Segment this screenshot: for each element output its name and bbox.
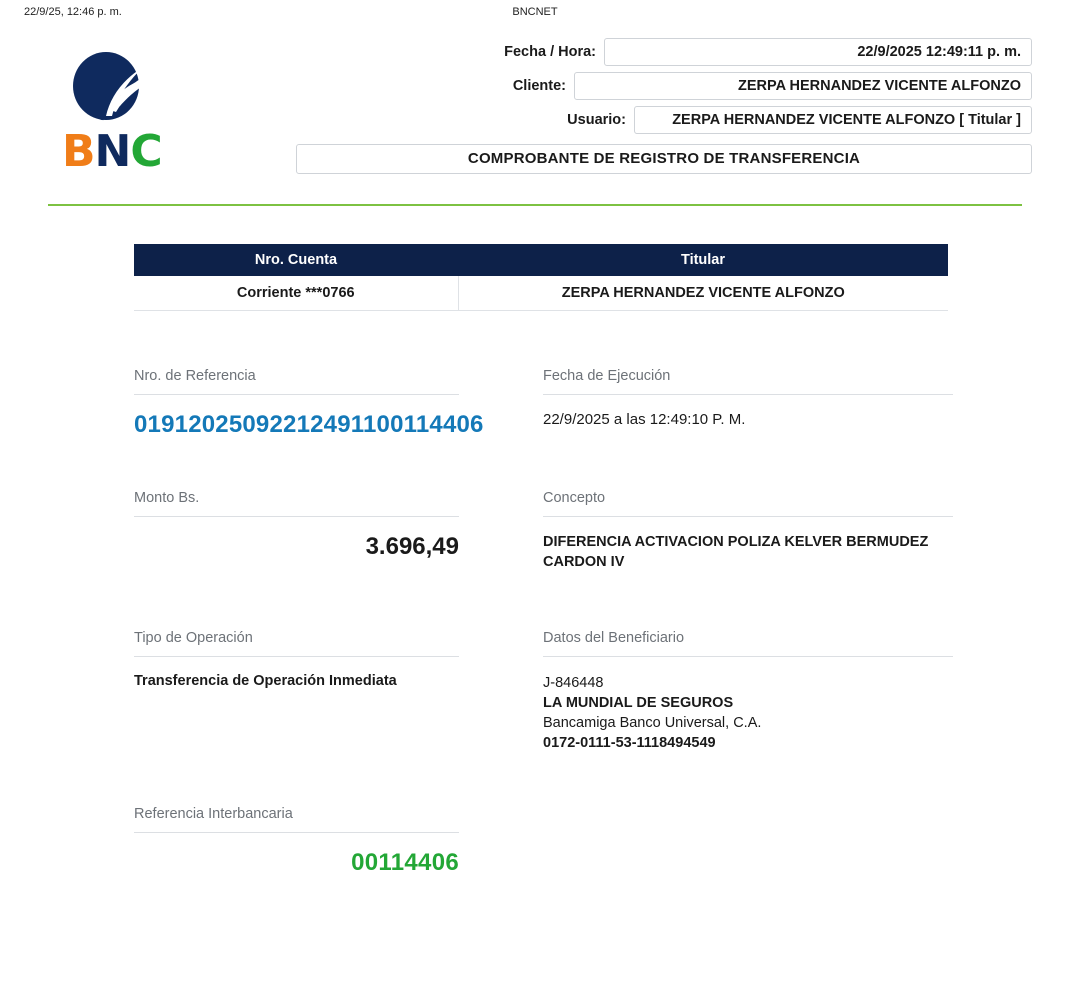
detail-execution-date bbox=[543, 368, 953, 428]
label-operation-type: Tipo de Operación bbox=[134, 630, 459, 657]
field-label-cliente: Cliente: bbox=[512, 78, 566, 94]
detail-reference bbox=[134, 368, 484, 439]
print-header-date: 22/9/25, 12:46 p. m. bbox=[24, 6, 122, 18]
field-label-usuario: Usuario: bbox=[567, 112, 626, 128]
green-divider bbox=[48, 204, 1022, 206]
field-row-fecha bbox=[296, 38, 1032, 66]
value-amount: 3.696,49 bbox=[365, 533, 459, 560]
value-reference: 01912025092212491100114406 bbox=[134, 411, 484, 438]
bnc-logo bbox=[62, 50, 192, 175]
label-reference: Nro. de Referencia bbox=[134, 368, 459, 395]
field-row-cliente bbox=[296, 72, 1032, 100]
detail-row-3 bbox=[134, 630, 964, 806]
field-value-fecha: 22/9/2025 12:49:11 p. m. bbox=[604, 38, 1032, 66]
logo-letter-n: N bbox=[94, 126, 131, 177]
beneficiary-bank: Bancamiga Banco Universal, C.A. bbox=[543, 715, 762, 731]
logo-letter-b: B bbox=[62, 126, 95, 177]
table-row bbox=[134, 276, 948, 311]
cell-account-holder: ZERPA HERNANDEZ VICENTE ALFONZO bbox=[458, 276, 948, 311]
value-operation-type: Transferencia de Operación Inmediata bbox=[134, 673, 397, 689]
cell-account-number: Corriente ***0766 bbox=[134, 276, 458, 311]
detail-row-4 bbox=[134, 806, 964, 916]
beneficiary-rif: J-846448 bbox=[543, 675, 604, 691]
bnc-palm-logo-icon bbox=[66, 50, 184, 128]
field-row-usuario bbox=[296, 106, 1032, 134]
beneficiary-name: LA MUNDIAL DE SEGUROS bbox=[543, 695, 734, 711]
document-header bbox=[0, 32, 1070, 202]
beneficiary-account: 0172-0111-53-1118494549 bbox=[543, 735, 716, 751]
table-header-row bbox=[134, 244, 948, 276]
field-value-cliente: ZERPA HERNANDEZ VICENTE ALFONZO bbox=[574, 72, 1032, 100]
field-value-usuario: ZERPA HERNANDEZ VICENTE ALFONZO [ Titular ] bbox=[634, 106, 1032, 134]
detail-operation-type bbox=[134, 630, 459, 689]
detail-concept bbox=[543, 490, 953, 572]
column-header-holder: Titular bbox=[458, 244, 948, 276]
value-beneficiary bbox=[543, 657, 953, 753]
detail-amount bbox=[134, 490, 459, 561]
print-header bbox=[0, 6, 1070, 22]
value-concept: DIFERENCIA ACTIVACION POLIZA KELVER BERMUDEZ CARDON IV bbox=[543, 534, 929, 570]
column-header-account: Nro. Cuenta bbox=[134, 244, 458, 276]
document-title: COMPROBANTE DE REGISTRO DE TRANSFERENCIA bbox=[296, 144, 1032, 174]
detail-beneficiary bbox=[543, 630, 953, 753]
detail-row-2 bbox=[134, 490, 964, 630]
value-interbank-reference: 00114406 bbox=[351, 849, 459, 876]
value-execution-date: 22/9/2025 a las 12:49:10 P. M. bbox=[543, 411, 746, 428]
label-beneficiary: Datos del Beneficiario bbox=[543, 630, 953, 657]
header-fields bbox=[296, 38, 1032, 174]
print-header-title: BNCNET bbox=[512, 6, 558, 18]
bnc-logo-text bbox=[62, 126, 192, 177]
label-amount: Monto Bs. bbox=[134, 490, 459, 517]
document-body bbox=[0, 32, 1070, 876]
detail-row-1 bbox=[134, 368, 964, 490]
field-label-fecha: Fecha / Hora: bbox=[504, 44, 596, 60]
detail-interbank-reference bbox=[134, 806, 459, 877]
label-execution-date: Fecha de Ejecución bbox=[543, 368, 953, 395]
account-table bbox=[134, 244, 948, 311]
logo-letter-c: C bbox=[130, 126, 162, 177]
transfer-details bbox=[134, 368, 964, 916]
label-concept: Concepto bbox=[543, 490, 953, 517]
label-interbank-reference: Referencia Interbancaria bbox=[134, 806, 459, 833]
